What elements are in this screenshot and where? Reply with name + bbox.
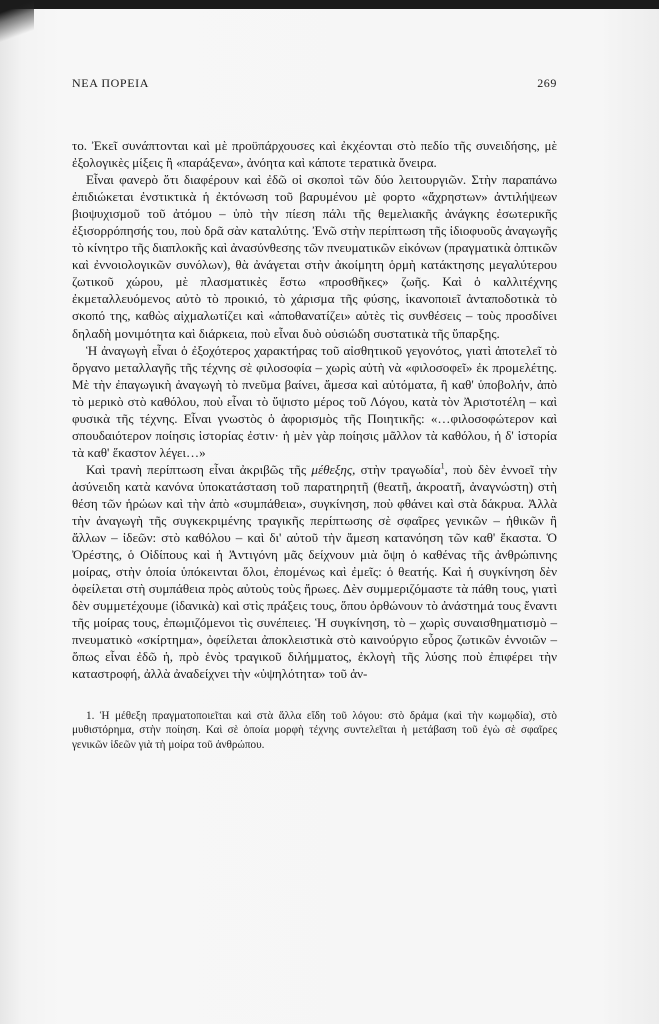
paragraph-4 (72, 461, 557, 683)
scan-top-edge (0, 0, 659, 9)
scan-corner-shadow (0, 0, 34, 60)
footnote-1: 1. Ἡ μέθεξη πραγματοποιεῖται καὶ στὰ ἄλλα εἴδη τοῦ λόγου: στὸ δράμα (καὶ τὴν κωμῳδία), στὸ μυθιστόρημα, στὴν ποίηση. Καὶ σὲ ὁποία μορφὴ τέχνης συντελεῖται ἡ μετάβαση τοῦ ἐγὼ σὲ σφαῖρες γενικῶν ἰδεῶν γιὰ τὴ μοίρα τοῦ ἀνθρώπου. (72, 709, 557, 751)
paragraph-4-mid: στὴν τραγωδία (355, 461, 441, 477)
paragraph-4-start: Καὶ τρανὴ περίπτωση εἶναι ἀκριβῶς τῆς (86, 461, 312, 477)
page-number: 269 (537, 76, 557, 90)
paragraph-3: Ἡ ἀναγωγὴ εἶναι ὁ ἐξοχότερος χαρακτήρας τοῦ αἰσθητικοῦ γεγονότος, γιατὶ ἀποτελεῖ τὸ ὄργανο μεταλλαγῆς τῆς τέχνης σὲ φιλοσοφία – χωρὶς αὐτὴ νὰ «φιλοσοφεῖ» ἐκ προμελέτης. Μὲ τὴν ἐπαγωγικὴ ἀναγωγὴ τὸ πνεῦμα βαίνει, ἄμεσα καὶ αὐτόματα, ἢ καθ' ὑποβολήν, ἀπὸ τὸ μερικὸ στὸ καθόλου, ποὺ εἶναι τὸ ὕψιστο μέρος τοῦ Λόγου, κατὰ τὸν Ἀριστοτέλη – καὶ φυσικὰ τῆς τέχνης. Εἶναι γνωστὸς ὁ ἀφορισμὸς τῆς Ποιητικῆς: «…φιλοσοφώτερον καὶ σπουδαιότερον ποίησις ἱστορίας ἐστιν· ἡ μὲν γὰρ ποίησις μᾶλλον τὰ καθόλου, ἡ δ' ἱστορία τὰ καθ' ἕκαστον λέγει…» (72, 342, 557, 460)
book-page (72, 76, 557, 752)
paragraph-2: Εἶναι φανερὸ ὅτι διαφέρουν καὶ ἐδῶ οἱ σκοποὶ τῶν δύο λειτουργιῶν. Στὴν παραπάνω ἐπιδιώκεται ἐνστικτικὰ ἡ ἐκτόνωση τοῦ βαρυμένου μὲ φορτο «ἄχρηστων» ἀντιλήψεων βιοψυχισμοῦ τοῦ ἀτόμου – ὑπὸ τὴν πίεση πάλι τῆς θεμελιακῆς ἀνάγκης ἐσωτερικῆς ἐξισορρόπησής του, ποὺ δρᾶ σὰν καταλύτης. Ἐνῶ στὴν περίπτωση τῆς ἰδιοφυοῦς ἀναγωγῆς τὸ κίνητρο τῆς διαπλοκῆς καὶ ἀνασύνθεσης τῶν πνευματικῶν εἰκόνων (πραγματικὰ ὀπτικῶν καὶ ἐννοιολογικῶν συνόλων), θὰ ἀνάγεται στὴν ἀκοίμητη ὁρμὴ κατάκτησης μεγαλύτερου ζωτικοῦ χώρου, μὲ πλασματικὲς ἔστω «προσθῆκες» ζωῆς. Καὶ ὁ καλλιτέχνης ἐκμεταλλευόμενος αὐτὸ τὸ προικιό, τὸ χάρισμα τῆς φύσης, ἱκανοποιεῖ ἀνταποδοτικὰ τὸ σκοπό της, καθὼς αἰχμαλωτίζει καὶ «ἀποθανατίζει» αὐτὲς τὶς συνθέσεις – τοὺς προσδίνει δηλαδὴ μονιμότητα καὶ διάρκεια, ποὺ εἶναι δυὸ οὐσιώδη συστατικὰ τῆς ὕπαρξης. (72, 172, 557, 341)
footnotes (72, 709, 557, 753)
running-title: ΝΕΑ ΠΟΡΕΙΑ (72, 76, 149, 90)
footnote-ref-1: 1 (440, 461, 445, 471)
emphasis-methexis: μέθεξης, (311, 461, 356, 477)
paragraph-1: το. Ἐκεῖ συνάπτονται καὶ μὲ προϋπάρχουσες καὶ ἐκχέονται στὸ πεδίο τῆς συνειδήσης, μὲ ἐξολογικὲς μίξεις ἢ «παράξενα», ἀνόητα καὶ κάποτε τερατικὰ ὄνειρα. (72, 138, 557, 171)
paragraph-4-rest: , ποὺ δὲν ἐννοεῖ τὴν ἀσύνειδη κατὰ κανόνα ὑποκατάσταση τοῦ παρατηρητῆ (θεατῆ, ἀκροατῆ, ἀναγνώστη) στὴ θέση τῶν ἡρώων καὶ τὴν ἀπὸ «συμπάθεια», συγκίνηση, ποὺ φθάνει καὶ στὰ δάκρυα. Ἀλλὰ τὴν ἀναγωγὴ τῆς συγκεκριμένης τραγικῆς περίπτωσης σὲ σφαῖρες γενικῶν – ἠθικῶν ἢ ἄλλων – ἰδεῶν: στὸ καθόλου – καὶ δι' αὐτοῦ τὴν ἄμεση κατανόηση τῶν καθ' ἕκαστα. Ὁ Ὀρέστης, ὁ Οἰδίπους καὶ ἡ Ἀντιγόνη μᾶς δείχνουν μιὰ ὄψη ὁ καθένας τῆς ἀνθρώπινης μοίρας, στὴν ὁποία ὑπόκεινται ὅλοι, ἐπομένως καὶ ἐμεῖς: ὁ θεατής. Καὶ ἡ συγκίνηση δὲν ὀφείλεται στὴ συμπάθεια πρὸς αὐτοὺς τοὺς ἥρωες. Δὲν συμμεριζόμαστε τὰ πάθη τους, γιατὶ δὲν συμμετέχουμε (ἰδανικὰ) καὶ στὶς πράξεις τους, ὅπου ὁρθώνουν τὸ ἀνάστημά τους ἔναντι τῆς μοίρας τους, ἐπωμιζόμενοι τὶς συνέπειες. Ἡ συγκίνηση, τὸ – χωρὶς συναισθηματισμὸ – πνευματικὸ «σκίρτημα», ὀφείλεται ἀποκλειστικὰ στὸ καινούργιο εὖρος ζωτικῶν ἐννοιῶν – ὅπως εἶναι ἐδῶ ἡ, πρὸ ἑνὸς τραγικοῦ διλήμματος, ἐκλογὴ τῆς λύσης ποὺ ἐπιφέρει τὴν καταστροφή, ἀλλὰ ἀναδείχνει τὴν «ὑψηλότητα» τοῦ ἀν- (72, 461, 557, 682)
running-head (72, 76, 557, 91)
body-text (72, 137, 557, 683)
